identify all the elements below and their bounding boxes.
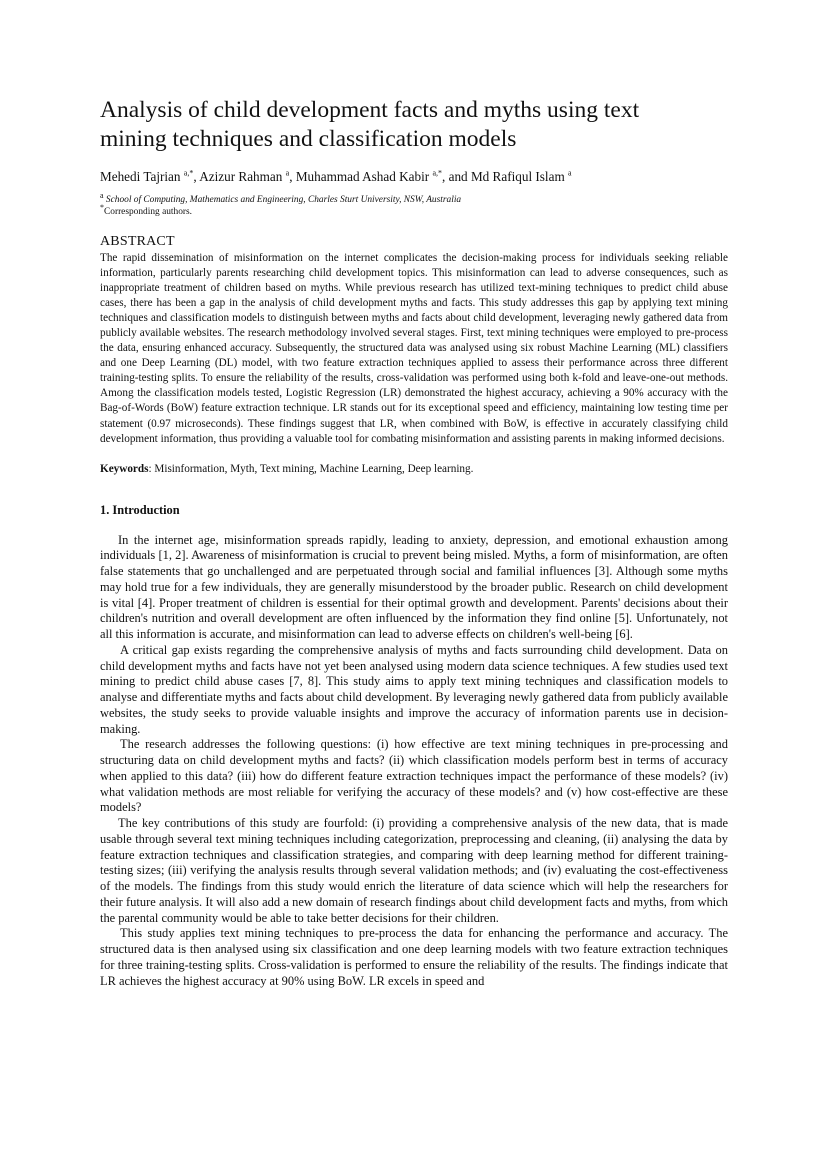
author-name: Muhammad Ashad Kabir: [295, 169, 430, 184]
affiliation-text: School of Computing, Mathematics and Engineering, Charles Sturt University, NSW, Australia: [105, 195, 462, 205]
author-list: [100, 168, 728, 186]
body-paragraph: In the internet age, misinformation spreads rapidly, leading to anxiety, depression, and emotional exhaustion among individuals [1, 2]. Awareness of misinformation is crucial to prevent being misled. Myths, a form of misinformation, are often false statements that go unchallenged and are perpetuated through social and familial influences [3]. Although some myths may hold true for a few individuals, they are generally misunderstood by the broader public. Research on child development is vital [4]. Proper treatment of children is essential for their optimal growth and development. Parents' decisions about their children's nutrition and overall development are often influenced by the information they find online [5]. Unfortunately, not all this information is accurate, and misinformation can lead to adverse effects on children's well-being [6].: [100, 532, 728, 642]
title-line-1: Analysis of child development facts and myths using text: [100, 97, 640, 123]
author-separator: ,: [289, 169, 296, 184]
corresponding-note: [100, 202, 728, 218]
author-name: Azizur Rahman: [199, 169, 283, 184]
abstract-heading: ABSTRACT: [100, 234, 175, 249]
body-paragraph: The research addresses the following questions: (i) how effective are text mining techniques in pre-processing and structuring data on child development myths and facts? (ii) which classification models perform best in terms of accuracy when applied to this data? (iii) how do different feature extraction techniques impact the performance of these models? (iv) what validation methods are most reliable for verifying the accuracy of these models? and (v) how cost-effective are these models?: [100, 737, 728, 815]
body-paragraph: This study applies text mining techniques to pre-process the data for enhancing the performance and accuracy. The structured data is then analysed using six classification and one deep learning models with two feature extraction techniques for three training-testing splits. Cross-validation is performed to ensure the reliability of the results. The findings indicate that LR achieves the highest accuracy at 90% using BoW. LR excels in speed and: [100, 926, 728, 988]
body-paragraph: A critical gap exists regarding the comprehensive analysis of myths and facts surrounding child development. Data on child development myths and facts have not yet been analysed using modern data science techniques. A few studies used text mining to predict child abuse cases [7, 8]. This study aims to apply text mining techniques and classification models to analyse and differentiate myths and facts about child development. By leveraging newly gathered data from publicly available websites, the study seeks to provide valuable insights and improve the accuracy of information parents use in decision-making.: [100, 642, 728, 736]
title-line-2: mining techniques and classification models: [100, 126, 517, 152]
paper-title: [100, 96, 728, 154]
author-name: Mehedi Tajrian: [100, 169, 181, 184]
body-paragraph: The key contributions of this study are fourfold: (i) providing a comprehensive analysis of the new data, that is made usable through several text mining techniques including categorization, preprocessing and cleaning, (ii) analysing the data by feature extraction techniques and classification strategies, and comparing with deep learning method for different training-testing sizes; (iii) verifying the analysis results through several validation methods; and (iv) evaluating the cost-effectiveness of the models. The findings from this study would enrich the literature of data science which will help the researchers for their future analysis. It will also add a new domain of research findings about child development facts and myths, from which the parental community would be able to take better decisions for their children.: [100, 816, 728, 925]
keywords-label: Keywords: [100, 462, 149, 475]
author-name: Md Rafiqul Islam: [470, 169, 565, 184]
section-heading-introduction: 1. Introduction: [100, 502, 180, 517]
corresponding-text: Corresponding authors.: [104, 207, 193, 217]
introduction-body: [100, 533, 728, 990]
keywords-text: : Misinformation, Myth, Text mining, Machine Learning, Deep learning.: [148, 462, 474, 475]
corresponding-mark: *: [100, 202, 104, 212]
paper-page: [100, 96, 728, 989]
affiliation-mark: a: [100, 190, 104, 200]
author-affiliation-mark: a,*: [432, 168, 442, 178]
keywords: [100, 462, 728, 477]
abstract-text: The rapid dissemination of misinformation on the internet complicates the decision-making process for individuals seeking reliable information, particularly parents researching child development topics. This misinformation can lead to adverse consequences, such as inappropriate treatment of children based on myths. While previous research has utilized text-mining techniques to predict child abuse cases, there has been a gap in the analysis of child development myths and facts. This study addresses this gap by applying text mining techniques and classification models to distinguish between myths and facts about child development, leveraging newly gathered data from publicly available websites. The research methodology involved several stages. First, text mining techniques were employed to pre-process the data, ensuring enhanced accuracy. Subsequently, the structured data was analysed using six robust Machine Learning (ML) classifiers and one Deep Learning (DL) model, with two feature extraction techniques applied to assess their performance across three different training-testing splits. To ensure the reliability of the results, cross-validation was performed using both k-fold and leave-one-out methods. Among the classification models tested, Logistic Regression (LR) demonstrated the highest accuracy, achieving a 90% accuracy with the Bag-of-Words (BoW) feature extraction technique. LR stands out for its exceptional speed and efficiency, maintaining low testing time per statement (0.97 microseconds). These findings suggest that LR, when combined with BoW, is effective in accurately classifying child development information, thus providing a valuable tool for combating misinformation and assisting parents in making informed decisions.: [100, 252, 728, 445]
author-affiliation-mark: a: [568, 168, 572, 178]
author-affiliation-mark: a,*: [183, 168, 194, 178]
affiliation: [100, 190, 728, 206]
author-separator: ,: [193, 169, 200, 184]
author-separator: , and: [442, 169, 471, 184]
author-affiliation-mark: a: [285, 168, 290, 178]
